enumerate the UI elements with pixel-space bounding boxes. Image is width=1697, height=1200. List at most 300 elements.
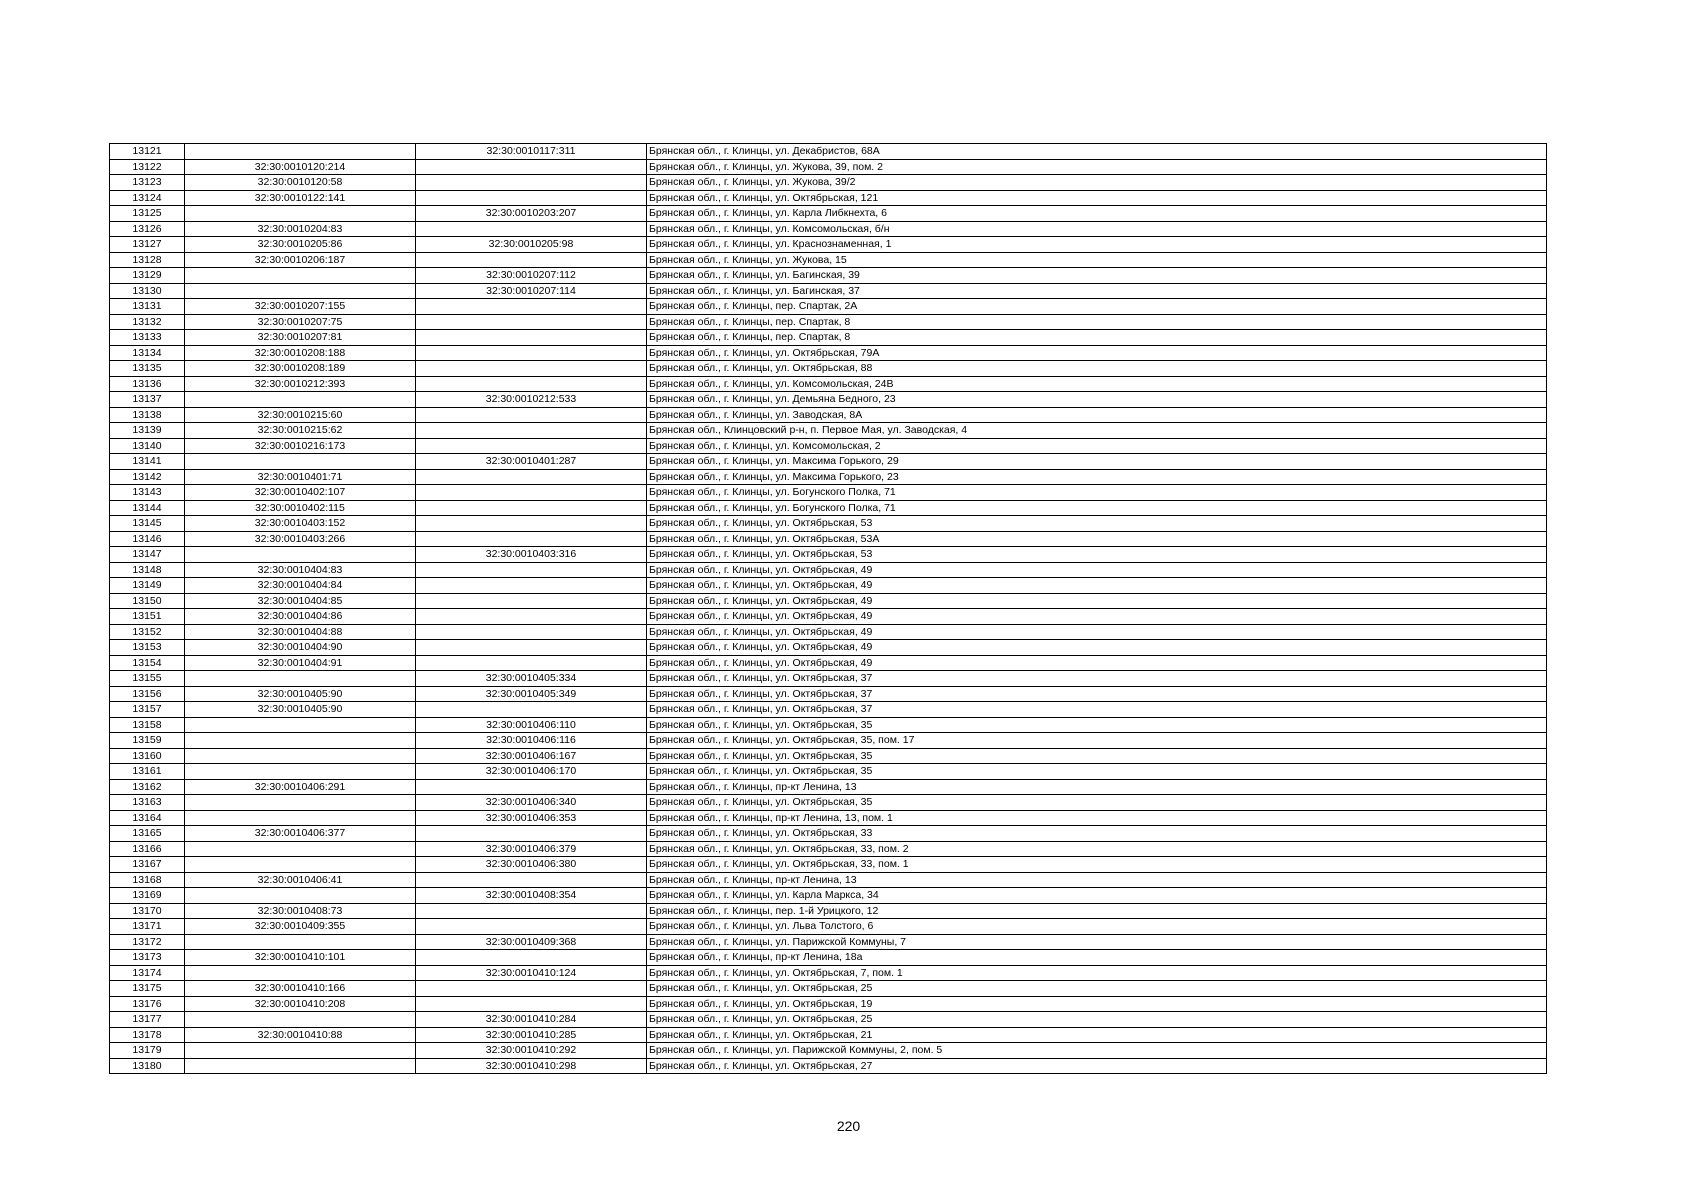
cadastral-number-cell: 32:30:0010208:189 <box>185 361 416 377</box>
row-number-cell: 13172 <box>110 934 185 950</box>
address-cell: Брянская обл., г. Клинцы, ул. Жукова, 39, пом. 2 <box>647 159 1547 175</box>
cadastral-number-cell <box>185 795 416 811</box>
cadastral-number-cell: 32:30:0010404:91 <box>185 655 416 671</box>
cadastral-number-cell: 32:30:0010410:88 <box>185 1027 416 1043</box>
table-row <box>110 500 1547 516</box>
cadastral-number-cell <box>185 888 416 904</box>
cadastral-number-cell: 32:30:0010408:73 <box>185 903 416 919</box>
cadastral-number-alt-cell: 32:30:0010410:292 <box>416 1043 647 1059</box>
address-cell: Брянская обл., Клинцовский р-н, п. Первое Мая, ул. Заводская, 4 <box>647 423 1547 439</box>
table-row <box>110 159 1547 175</box>
table-row <box>110 237 1547 253</box>
address-cell: Брянская обл., г. Клинцы, ул. Октябрьская, 35 <box>647 717 1547 733</box>
table-row <box>110 485 1547 501</box>
table-row <box>110 950 1547 966</box>
address-cell: Брянская обл., г. Клинцы, ул. Жукова, 15 <box>647 252 1547 268</box>
table-row <box>110 407 1547 423</box>
cadastral-number-alt-cell: 32:30:0010117:311 <box>416 144 647 160</box>
table-row <box>110 1027 1547 1043</box>
row-number-cell: 13164 <box>110 810 185 826</box>
row-number-cell: 13180 <box>110 1058 185 1074</box>
register-table <box>109 143 1547 1074</box>
cadastral-number-alt-cell <box>416 330 647 346</box>
row-number-cell: 13123 <box>110 175 185 191</box>
address-cell: Брянская обл., г. Клинцы, пер. Спартак, 8 <box>647 314 1547 330</box>
cadastral-number-alt-cell <box>416 252 647 268</box>
address-cell: Брянская обл., г. Клинцы, ул. Багинская, 37 <box>647 283 1547 299</box>
address-cell: Брянская обл., г. Клинцы, ул. Парижской Коммуны, 7 <box>647 934 1547 950</box>
row-number-cell: 13150 <box>110 593 185 609</box>
row-number-cell: 13146 <box>110 531 185 547</box>
cadastral-number-cell: 32:30:0010402:115 <box>185 500 416 516</box>
row-number-cell: 13134 <box>110 345 185 361</box>
cadastral-number-alt-cell <box>416 485 647 501</box>
table-row <box>110 934 1547 950</box>
table-row <box>110 1058 1547 1074</box>
cadastral-number-alt-cell: 32:30:0010408:354 <box>416 888 647 904</box>
address-cell: Брянская обл., г. Клинцы, ул. Октябрьская, 7, пом. 1 <box>647 965 1547 981</box>
cadastral-number-alt-cell: 32:30:0010405:334 <box>416 671 647 687</box>
table-row <box>110 640 1547 656</box>
cadastral-number-cell: 32:30:0010410:101 <box>185 950 416 966</box>
table-row <box>110 841 1547 857</box>
cadastral-number-alt-cell <box>416 996 647 1012</box>
cadastral-number-alt-cell <box>416 345 647 361</box>
cadastral-number-cell: 32:30:0010406:291 <box>185 779 416 795</box>
row-number-cell: 13141 <box>110 454 185 470</box>
table-row <box>110 764 1547 780</box>
table-row <box>110 221 1547 237</box>
address-cell: Брянская обл., г. Клинцы, ул. Октябрьская, 35 <box>647 795 1547 811</box>
row-number-cell: 13136 <box>110 376 185 392</box>
cadastral-number-cell: 32:30:0010403:266 <box>185 531 416 547</box>
cadastral-number-alt-cell: 32:30:0010212:533 <box>416 392 647 408</box>
address-cell: Брянская обл., г. Клинцы, пр-кт Ленина, 13 <box>647 872 1547 888</box>
table-row <box>110 903 1547 919</box>
cadastral-number-cell: 32:30:0010401:71 <box>185 469 416 485</box>
row-number-cell: 13169 <box>110 888 185 904</box>
cadastral-number-alt-cell <box>416 376 647 392</box>
row-number-cell: 13170 <box>110 903 185 919</box>
cadastral-number-cell: 32:30:0010120:58 <box>185 175 416 191</box>
cadastral-number-alt-cell <box>416 826 647 842</box>
cadastral-number-cell: 32:30:0010204:83 <box>185 221 416 237</box>
address-cell: Брянская обл., г. Клинцы, пр-кт Ленина, 13, пом. 1 <box>647 810 1547 826</box>
address-cell: Брянская обл., г. Клинцы, пер. 1-й Урицкого, 12 <box>647 903 1547 919</box>
row-number-cell: 13176 <box>110 996 185 1012</box>
cadastral-number-alt-cell: 32:30:0010207:114 <box>416 283 647 299</box>
cadastral-number-cell: 32:30:0010122:141 <box>185 190 416 206</box>
table-row <box>110 981 1547 997</box>
cadastral-number-cell: 32:30:0010409:355 <box>185 919 416 935</box>
table-row <box>110 268 1547 284</box>
row-number-cell: 13132 <box>110 314 185 330</box>
cadastral-number-alt-cell: 32:30:0010406:379 <box>416 841 647 857</box>
cadastral-number-cell: 32:30:0010404:83 <box>185 562 416 578</box>
table-row <box>110 671 1547 687</box>
table-row <box>110 144 1547 160</box>
address-cell: Брянская обл., г. Клинцы, ул. Демьяна Бедного, 23 <box>647 392 1547 408</box>
cadastral-number-cell: 32:30:0010406:377 <box>185 826 416 842</box>
row-number-cell: 13161 <box>110 764 185 780</box>
cadastral-number-cell <box>185 268 416 284</box>
row-number-cell: 13148 <box>110 562 185 578</box>
cadastral-number-alt-cell <box>416 578 647 594</box>
row-number-cell: 13167 <box>110 857 185 873</box>
row-number-cell: 13168 <box>110 872 185 888</box>
cadastral-number-cell: 32:30:0010404:88 <box>185 624 416 640</box>
cadastral-number-cell: 32:30:0010208:188 <box>185 345 416 361</box>
address-cell: Брянская обл., г. Клинцы, ул. Октябрьская, 25 <box>647 981 1547 997</box>
cadastral-number-cell: 32:30:0010405:90 <box>185 702 416 718</box>
row-number-cell: 13165 <box>110 826 185 842</box>
cadastral-number-alt-cell <box>416 562 647 578</box>
cadastral-number-alt-cell: 32:30:0010205:98 <box>416 237 647 253</box>
cadastral-number-alt-cell <box>416 407 647 423</box>
table-row <box>110 423 1547 439</box>
table-row <box>110 826 1547 842</box>
cadastral-number-cell: 32:30:0010405:90 <box>185 686 416 702</box>
cadastral-number-alt-cell <box>416 981 647 997</box>
cadastral-number-alt-cell <box>416 175 647 191</box>
address-cell: Брянская обл., г. Клинцы, ул. Богунского Полка, 71 <box>647 485 1547 501</box>
cadastral-number-alt-cell: 32:30:0010406:110 <box>416 717 647 733</box>
cadastral-number-alt-cell <box>416 159 647 175</box>
cadastral-number-cell <box>185 283 416 299</box>
table-row <box>110 919 1547 935</box>
cadastral-number-alt-cell: 32:30:0010406:116 <box>416 733 647 749</box>
address-cell: Брянская обл., г. Клинцы, пер. Спартак, 2А <box>647 299 1547 315</box>
cadastral-number-alt-cell <box>416 624 647 640</box>
table-row <box>110 702 1547 718</box>
cadastral-number-alt-cell <box>416 640 647 656</box>
address-cell: Брянская обл., г. Клинцы, ул. Октябрьская, 27 <box>647 1058 1547 1074</box>
address-cell: Брянская обл., г. Клинцы, ул. Октябрьская, 79А <box>647 345 1547 361</box>
address-cell: Брянская обл., г. Клинцы, ул. Заводская, 8А <box>647 407 1547 423</box>
row-number-cell: 13174 <box>110 965 185 981</box>
table-row <box>110 516 1547 532</box>
cadastral-number-alt-cell <box>416 919 647 935</box>
address-cell: Брянская обл., г. Клинцы, ул. Октябрьская, 49 <box>647 593 1547 609</box>
cadastral-number-cell <box>185 1012 416 1028</box>
row-number-cell: 13151 <box>110 609 185 625</box>
address-cell: Брянская обл., г. Клинцы, ул. Льва Толстого, 6 <box>647 919 1547 935</box>
cadastral-number-alt-cell <box>416 221 647 237</box>
cadastral-number-alt-cell <box>416 299 647 315</box>
table-row <box>110 593 1547 609</box>
table-row <box>110 252 1547 268</box>
row-number-cell: 13121 <box>110 144 185 160</box>
row-number-cell: 13173 <box>110 950 185 966</box>
address-cell: Брянская обл., г. Клинцы, ул. Октябрьская, 53А <box>647 531 1547 547</box>
row-number-cell: 13154 <box>110 655 185 671</box>
cadastral-number-alt-cell <box>416 872 647 888</box>
row-number-cell: 13157 <box>110 702 185 718</box>
cadastral-number-cell: 32:30:0010404:84 <box>185 578 416 594</box>
cadastral-number-alt-cell <box>416 516 647 532</box>
register-table-body <box>110 144 1547 1074</box>
address-cell: Брянская обл., г. Клинцы, ул. Комсомольская, 24В <box>647 376 1547 392</box>
row-number-cell: 13149 <box>110 578 185 594</box>
cadastral-number-alt-cell: 32:30:0010405:349 <box>416 686 647 702</box>
table-row <box>110 1043 1547 1059</box>
address-cell: Брянская обл., г. Клинцы, ул. Декабристов, 68А <box>647 144 1547 160</box>
cadastral-number-cell <box>185 764 416 780</box>
row-number-cell: 13135 <box>110 361 185 377</box>
address-cell: Брянская обл., г. Клинцы, ул. Октябрьская, 35, пом. 17 <box>647 733 1547 749</box>
table-row <box>110 345 1547 361</box>
table-row <box>110 438 1547 454</box>
cadastral-number-cell <box>185 717 416 733</box>
address-cell: Брянская обл., г. Клинцы, ул. Октябрьская, 21 <box>647 1027 1547 1043</box>
table-row <box>110 392 1547 408</box>
cadastral-number-alt-cell <box>416 779 647 795</box>
table-row <box>110 748 1547 764</box>
table-row <box>110 376 1547 392</box>
address-cell: Брянская обл., г. Клинцы, ул. Краснознаменная, 1 <box>647 237 1547 253</box>
table-row <box>110 655 1547 671</box>
address-cell: Брянская обл., г. Клинцы, ул. Октябрьская, 37 <box>647 686 1547 702</box>
cadastral-number-alt-cell: 32:30:0010403:316 <box>416 547 647 563</box>
table-row <box>110 454 1547 470</box>
cadastral-number-cell <box>185 810 416 826</box>
cadastral-number-alt-cell: 32:30:0010410:124 <box>416 965 647 981</box>
cadastral-number-alt-cell: 32:30:0010406:340 <box>416 795 647 811</box>
row-number-cell: 13126 <box>110 221 185 237</box>
row-number-cell: 13139 <box>110 423 185 439</box>
table-row <box>110 330 1547 346</box>
cadastral-number-alt-cell <box>416 469 647 485</box>
row-number-cell: 13131 <box>110 299 185 315</box>
address-cell: Брянская обл., г. Клинцы, ул. Октябрьская, 33, пом. 2 <box>647 841 1547 857</box>
address-cell: Брянская обл., г. Клинцы, ул. Октябрьская, 35 <box>647 764 1547 780</box>
cadastral-number-cell: 32:30:0010404:85 <box>185 593 416 609</box>
table-row <box>110 190 1547 206</box>
row-number-cell: 13175 <box>110 981 185 997</box>
table-row <box>110 299 1547 315</box>
table-row <box>110 314 1547 330</box>
table-row <box>110 779 1547 795</box>
table-row <box>110 717 1547 733</box>
address-cell: Брянская обл., г. Клинцы, ул. Октябрьская, 19 <box>647 996 1547 1012</box>
cadastral-number-alt-cell <box>416 655 647 671</box>
cadastral-number-alt-cell <box>416 500 647 516</box>
cadastral-number-alt-cell <box>416 438 647 454</box>
table-row <box>110 1012 1547 1028</box>
row-number-cell: 13158 <box>110 717 185 733</box>
address-cell: Брянская обл., г. Клинцы, ул. Октябрьская, 37 <box>647 702 1547 718</box>
table-row <box>110 795 1547 811</box>
cadastral-number-alt-cell <box>416 531 647 547</box>
row-number-cell: 13122 <box>110 159 185 175</box>
cadastral-number-cell <box>185 1058 416 1074</box>
address-cell: Брянская обл., г. Клинцы, ул. Октябрьская, 25 <box>647 1012 1547 1028</box>
address-cell: Брянская обл., г. Клинцы, ул. Октябрьская, 53 <box>647 516 1547 532</box>
row-number-cell: 13166 <box>110 841 185 857</box>
cadastral-number-cell <box>185 934 416 950</box>
row-number-cell: 13138 <box>110 407 185 423</box>
address-cell: Брянская обл., г. Клинцы, ул. Октябрьская, 53 <box>647 547 1547 563</box>
table-row <box>110 531 1547 547</box>
table-row <box>110 733 1547 749</box>
cadastral-number-cell: 32:30:0010404:86 <box>185 609 416 625</box>
cadastral-number-cell: 32:30:0010120:214 <box>185 159 416 175</box>
cadastral-number-cell: 32:30:0010404:90 <box>185 640 416 656</box>
cadastral-number-cell: 32:30:0010410:208 <box>185 996 416 1012</box>
row-number-cell: 13153 <box>110 640 185 656</box>
page-number: 220 <box>836 1118 861 1134</box>
cadastral-number-alt-cell: 32:30:0010401:287 <box>416 454 647 470</box>
table-row <box>110 361 1547 377</box>
cadastral-number-alt-cell <box>416 903 647 919</box>
cadastral-number-alt-cell <box>416 190 647 206</box>
cadastral-number-alt-cell <box>416 314 647 330</box>
row-number-cell: 13159 <box>110 733 185 749</box>
cadastral-number-cell: 32:30:0010410:166 <box>185 981 416 997</box>
address-cell: Брянская обл., г. Клинцы, ул. Октябрьская, 33 <box>647 826 1547 842</box>
cadastral-number-cell <box>185 206 416 222</box>
address-cell: Брянская обл., г. Клинцы, ул. Октябрьская, 49 <box>647 562 1547 578</box>
row-number-cell: 13124 <box>110 190 185 206</box>
address-cell: Брянская обл., г. Клинцы, ул. Октябрьская, 49 <box>647 609 1547 625</box>
table-row <box>110 206 1547 222</box>
cadastral-number-cell <box>185 748 416 764</box>
cadastral-number-cell <box>185 144 416 160</box>
table-row <box>110 175 1547 191</box>
cadastral-number-cell: 32:30:0010212:393 <box>185 376 416 392</box>
table-row <box>110 872 1547 888</box>
address-cell: Брянская обл., г. Клинцы, ул. Карла Либкнехта, 6 <box>647 206 1547 222</box>
cadastral-number-alt-cell: 32:30:0010406:380 <box>416 857 647 873</box>
table-row <box>110 283 1547 299</box>
address-cell: Брянская обл., г. Клинцы, ул. Октябрьская, 88 <box>647 361 1547 377</box>
table-row <box>110 578 1547 594</box>
address-cell: Брянская обл., г. Клинцы, ул. Максима Горького, 29 <box>647 454 1547 470</box>
row-number-cell: 13152 <box>110 624 185 640</box>
table-row <box>110 996 1547 1012</box>
cadastral-number-cell <box>185 454 416 470</box>
cadastral-number-alt-cell: 32:30:0010406:353 <box>416 810 647 826</box>
cadastral-number-cell <box>185 671 416 687</box>
address-cell: Брянская обл., г. Клинцы, ул. Октябрьская, 49 <box>647 655 1547 671</box>
table-row <box>110 810 1547 826</box>
cadastral-number-alt-cell: 32:30:0010410:284 <box>416 1012 647 1028</box>
row-number-cell: 13156 <box>110 686 185 702</box>
address-cell: Брянская обл., г. Клинцы, ул. Комсомольская, 2 <box>647 438 1547 454</box>
cadastral-number-alt-cell: 32:30:0010410:285 <box>416 1027 647 1043</box>
cadastral-number-alt-cell <box>416 423 647 439</box>
address-cell: Брянская обл., г. Клинцы, пр-кт Ленина, 18а <box>647 950 1547 966</box>
cadastral-number-cell: 32:30:0010206:187 <box>185 252 416 268</box>
table-row <box>110 857 1547 873</box>
cadastral-number-cell: 32:30:0010402:107 <box>185 485 416 501</box>
row-number-cell: 13147 <box>110 547 185 563</box>
cadastral-number-alt-cell <box>416 593 647 609</box>
row-number-cell: 13162 <box>110 779 185 795</box>
address-cell: Брянская обл., г. Клинцы, ул. Богунского Полка, 71 <box>647 500 1547 516</box>
address-cell: Брянская обл., г. Клинцы, ул. Парижской Коммуны, 2, пом. 5 <box>647 1043 1547 1059</box>
cadastral-number-cell: 32:30:0010215:62 <box>185 423 416 439</box>
cadastral-number-cell <box>185 547 416 563</box>
row-number-cell: 13142 <box>110 469 185 485</box>
row-number-cell: 13130 <box>110 283 185 299</box>
cadastral-number-cell: 32:30:0010216:173 <box>185 438 416 454</box>
table-row <box>110 562 1547 578</box>
table-row <box>110 624 1547 640</box>
address-cell: Брянская обл., г. Клинцы, ул. Октябрьская, 49 <box>647 640 1547 656</box>
address-cell: Брянская обл., г. Клинцы, ул. Октябрьская, 121 <box>647 190 1547 206</box>
cadastral-number-cell <box>185 733 416 749</box>
row-number-cell: 13133 <box>110 330 185 346</box>
cadastral-number-alt-cell <box>416 609 647 625</box>
row-number-cell: 13155 <box>110 671 185 687</box>
cadastral-number-alt-cell: 32:30:0010409:368 <box>416 934 647 950</box>
cadastral-number-cell: 32:30:0010406:41 <box>185 872 416 888</box>
table-row <box>110 965 1547 981</box>
cadastral-number-alt-cell: 32:30:0010207:112 <box>416 268 647 284</box>
row-number-cell: 13178 <box>110 1027 185 1043</box>
cadastral-number-cell: 32:30:0010205:86 <box>185 237 416 253</box>
address-cell: Брянская обл., г. Клинцы, ул. Максима Горького, 23 <box>647 469 1547 485</box>
cadastral-number-cell <box>185 965 416 981</box>
row-number-cell: 13129 <box>110 268 185 284</box>
cadastral-number-alt-cell: 32:30:0010410:298 <box>416 1058 647 1074</box>
row-number-cell: 13140 <box>110 438 185 454</box>
cadastral-number-cell: 32:30:0010207:81 <box>185 330 416 346</box>
cadastral-number-cell: 32:30:0010207:75 <box>185 314 416 330</box>
cadastral-number-cell: 32:30:0010207:155 <box>185 299 416 315</box>
address-cell: Брянская обл., г. Клинцы, ул. Октябрьская, 49 <box>647 578 1547 594</box>
cadastral-number-alt-cell: 32:30:0010406:167 <box>416 748 647 764</box>
cadastral-number-cell <box>185 857 416 873</box>
row-number-cell: 13160 <box>110 748 185 764</box>
row-number-cell: 13171 <box>110 919 185 935</box>
cadastral-number-alt-cell <box>416 361 647 377</box>
cadastral-number-alt-cell <box>416 702 647 718</box>
row-number-cell: 13179 <box>110 1043 185 1059</box>
row-number-cell: 13144 <box>110 500 185 516</box>
address-cell: Брянская обл., г. Клинцы, ул. Октябрьская, 33, пом. 1 <box>647 857 1547 873</box>
table-row <box>110 547 1547 563</box>
cadastral-number-cell <box>185 1043 416 1059</box>
address-cell: Брянская обл., г. Клинцы, пер. Спартак, 8 <box>647 330 1547 346</box>
address-cell: Брянская обл., г. Клинцы, ул. Багинская, 39 <box>647 268 1547 284</box>
cadastral-number-alt-cell: 32:30:0010203:207 <box>416 206 647 222</box>
address-cell: Брянская обл., г. Клинцы, ул. Жукова, 39/2 <box>647 175 1547 191</box>
cadastral-number-cell: 32:30:0010403:152 <box>185 516 416 532</box>
row-number-cell: 13143 <box>110 485 185 501</box>
row-number-cell: 13127 <box>110 237 185 253</box>
address-cell: Брянская обл., г. Клинцы, ул. Комсомольская, б/н <box>647 221 1547 237</box>
table-row <box>110 469 1547 485</box>
table-row <box>110 686 1547 702</box>
table-row <box>110 609 1547 625</box>
row-number-cell: 13145 <box>110 516 185 532</box>
cadastral-number-cell <box>185 392 416 408</box>
cadastral-number-cell: 32:30:0010215:60 <box>185 407 416 423</box>
row-number-cell: 13177 <box>110 1012 185 1028</box>
address-cell: Брянская обл., г. Клинцы, ул. Октябрьская, 37 <box>647 671 1547 687</box>
cadastral-number-cell <box>185 841 416 857</box>
table-row <box>110 888 1547 904</box>
row-number-cell: 13125 <box>110 206 185 222</box>
address-cell: Брянская обл., г. Клинцы, ул. Карла Маркса, 34 <box>647 888 1547 904</box>
address-cell: Брянская обл., г. Клинцы, ул. Октябрьская, 49 <box>647 624 1547 640</box>
cadastral-number-alt-cell: 32:30:0010406:170 <box>416 764 647 780</box>
row-number-cell: 13163 <box>110 795 185 811</box>
cadastral-number-alt-cell <box>416 950 647 966</box>
address-cell: Брянская обл., г. Клинцы, пр-кт Ленина, 13 <box>647 779 1547 795</box>
